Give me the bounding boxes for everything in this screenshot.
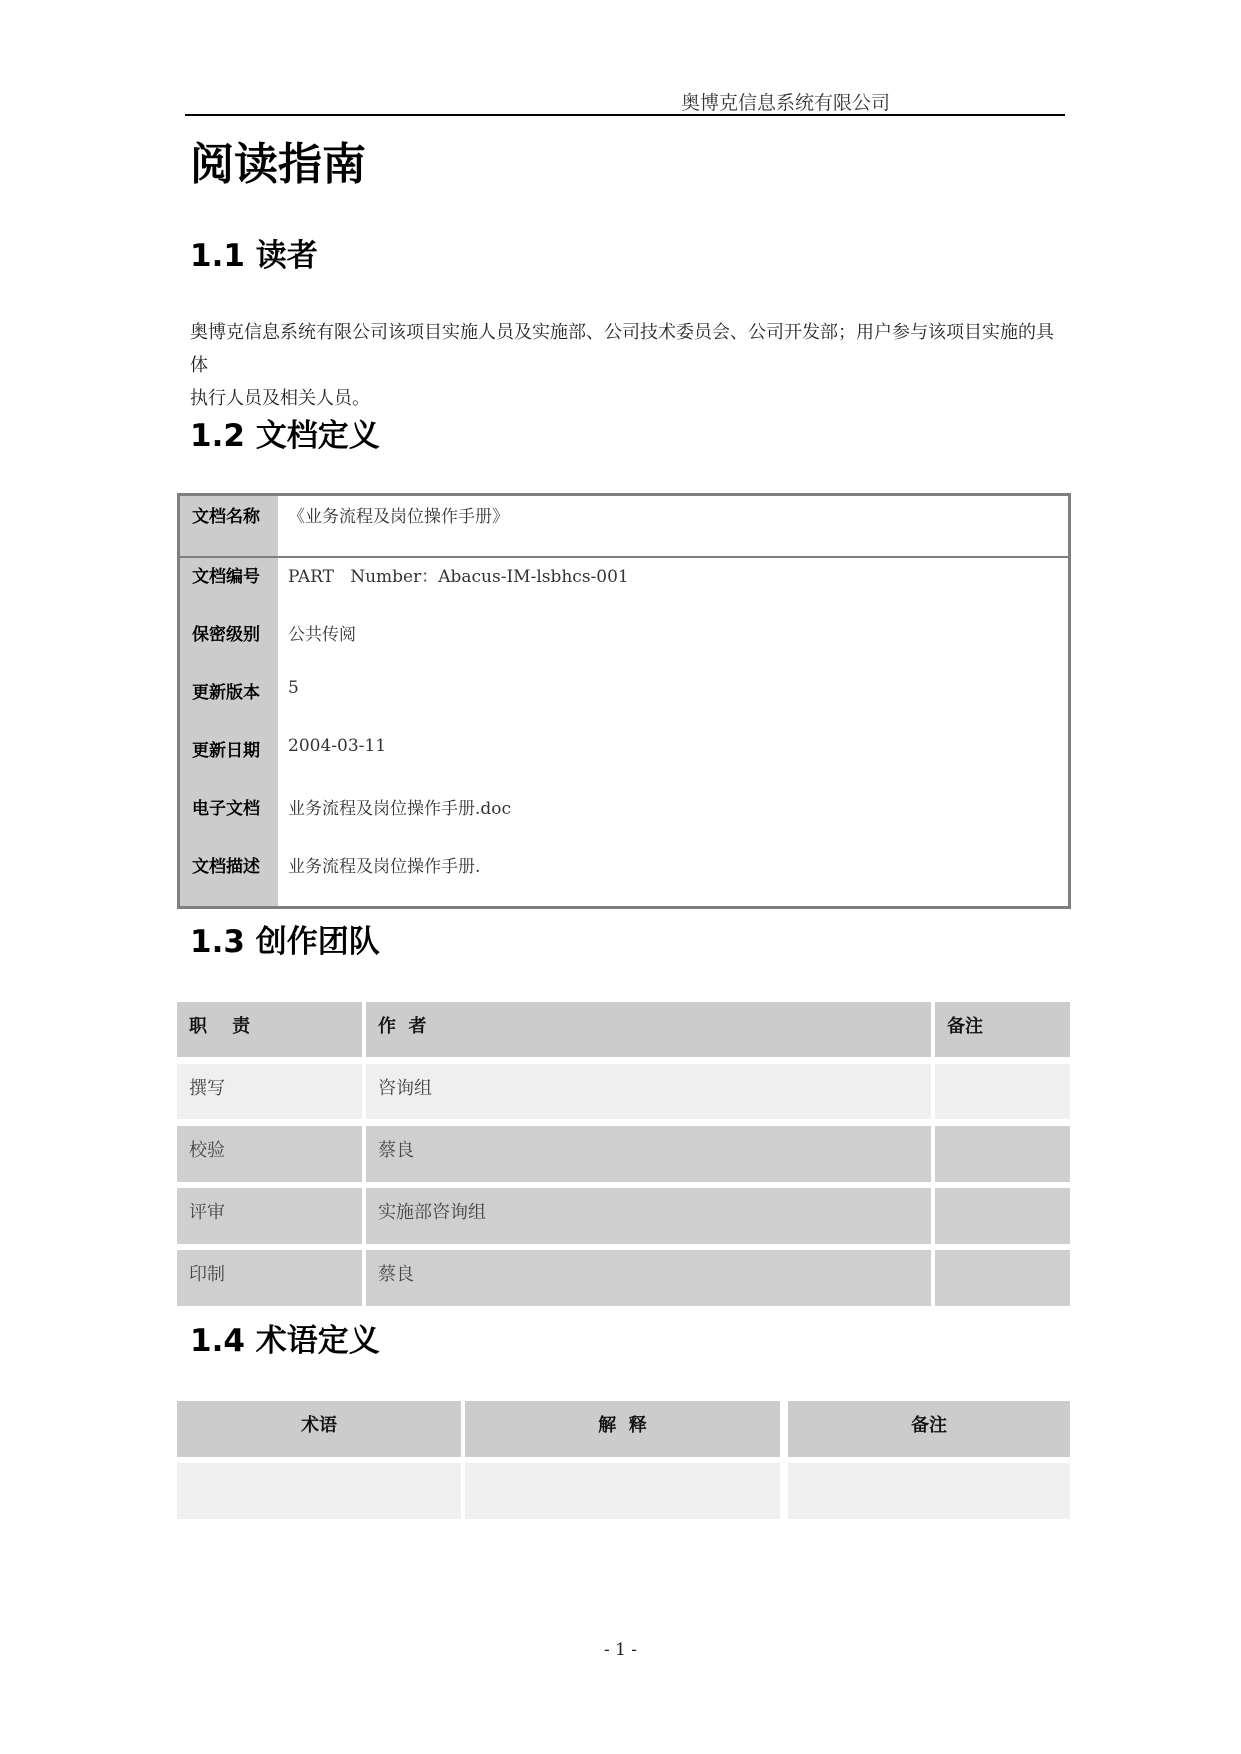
row-label: 文档描述 [192, 857, 260, 877]
section-heading-readers: 1.1 读者 [190, 238, 318, 274]
readers-paragraph [190, 316, 1070, 415]
team-cell-role: 校验 [177, 1126, 362, 1182]
team-cell-role: 评审 [177, 1188, 362, 1244]
row-label: 文档编号 [192, 567, 260, 587]
team-col-header-note: 备注 [935, 1002, 1070, 1057]
terms-cell-explanation [465, 1463, 780, 1519]
header-company-name: 奥博克信息系统有限公司 [680, 92, 890, 114]
terms-col-header-term: 术语 [177, 1401, 461, 1457]
team-cell-note [935, 1250, 1070, 1306]
row-label: 电子文档 [192, 799, 260, 819]
team-cell-role: 撰写 [177, 1064, 362, 1119]
team-cell-author: 咨询组 [366, 1064, 931, 1119]
row-value: 业务流程及岗位操作手册.doc [288, 799, 512, 819]
terms-cell-note [788, 1463, 1070, 1519]
table-row [180, 730, 1068, 788]
team-cell-note [935, 1064, 1070, 1119]
page-title: 阅读指南 [190, 139, 366, 190]
terms-cell-term [177, 1463, 461, 1519]
table-row [180, 556, 1068, 614]
header-divider [185, 114, 1065, 116]
row-value: 2004-03-11 [288, 736, 387, 756]
table-row [180, 614, 1068, 672]
team-col-header-author: 作 者 [366, 1002, 931, 1057]
page-number: - 1 - [603, 1640, 638, 1660]
team-cell-author: 实施部咨询组 [366, 1188, 931, 1244]
section-heading-terms: 1.4 术语定义 [190, 1323, 380, 1359]
team-cell-note [935, 1188, 1070, 1244]
table-row [180, 846, 1068, 904]
team-cell-author: 蔡良 [366, 1126, 931, 1182]
terms-col-header-note: 备注 [788, 1401, 1070, 1457]
readers-line: 执行人员及相关人员。 [190, 388, 370, 409]
team-cell-role: 印制 [177, 1250, 362, 1306]
section-heading-doc-definition: 1.2 文档定义 [190, 418, 380, 454]
row-value: 业务流程及岗位操作手册. [288, 857, 481, 877]
row-label: 更新版本 [192, 683, 260, 703]
section-heading-team: 1.3 创作团队 [190, 924, 380, 960]
table-row [180, 788, 1068, 846]
row-label: 保密级别 [192, 625, 260, 645]
team-cell-author: 蔡良 [366, 1250, 931, 1306]
row-label: 文档名称 [192, 507, 260, 527]
row-value: 5 [288, 678, 299, 698]
terms-col-header-explanation: 解 释 [465, 1401, 780, 1457]
team-col-header-role: 职 责 [177, 1002, 362, 1057]
row-value: 《业务流程及岗位操作手册》 [288, 507, 509, 527]
row-value: 公共传阅 [288, 625, 356, 645]
table-row [180, 496, 1068, 554]
doc-definition-table [177, 493, 1071, 909]
table-row [180, 672, 1068, 730]
row-label: 更新日期 [192, 741, 260, 761]
team-cell-note [935, 1126, 1070, 1182]
readers-line: 奥博克信息系统有限公司该项目实施人员及实施部、公司技术委员会、公司开发部；用户参与该项目实施的具体 [190, 322, 1054, 376]
row-value: PART Number：Abacus-IM-lsbhcs-001 [288, 567, 629, 587]
